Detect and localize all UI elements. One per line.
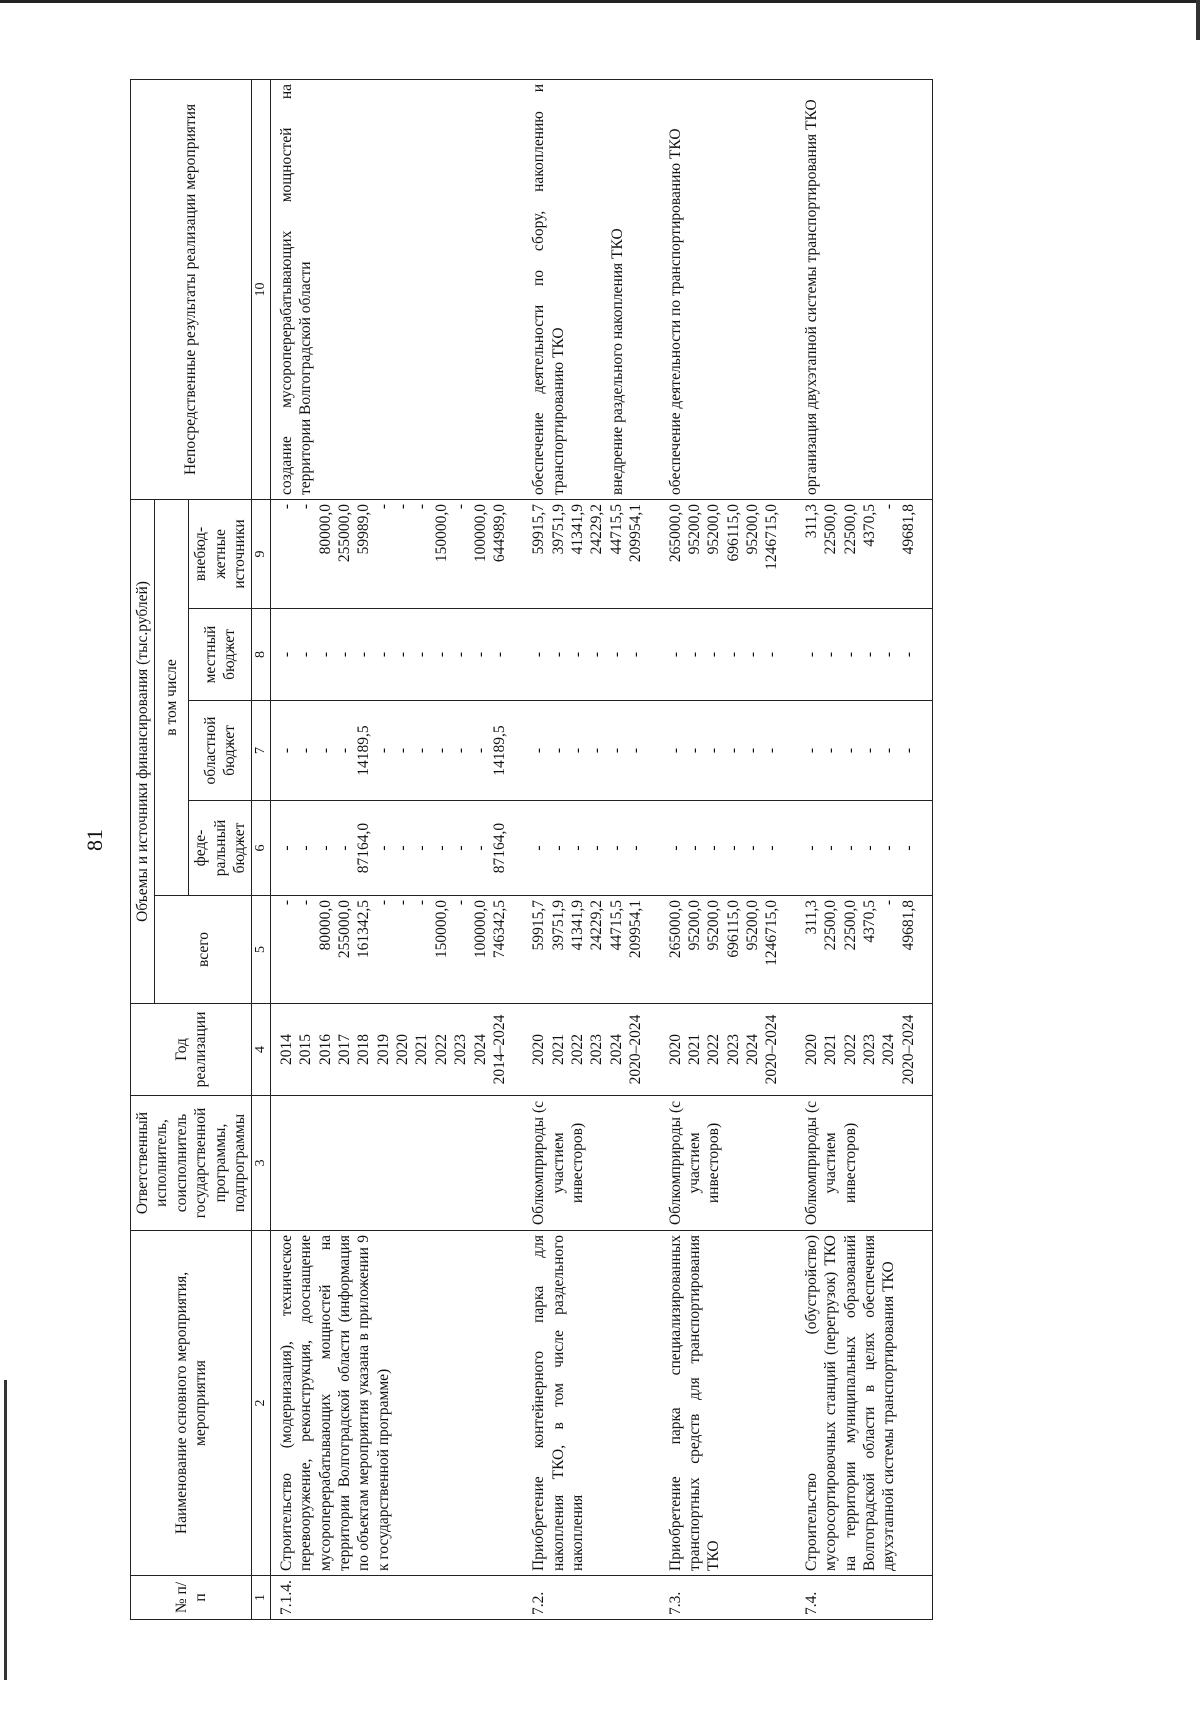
extrabudget-amounts-value: 100000,0 [471, 503, 489, 563]
local-amounts-value: - [685, 651, 703, 658]
total-amounts-value: 746342,5 [490, 900, 508, 959]
extrabudget-amounts-value: 39751,9 [549, 503, 567, 555]
total-amounts-value: 24229,2 [588, 900, 606, 951]
header-total: всего [155, 896, 252, 1004]
year-list-value: 2023 [452, 1034, 470, 1065]
local-amounts-value: - [822, 651, 840, 658]
federal-amounts-value: - [588, 845, 606, 851]
federal-amounts-value: - [413, 845, 431, 851]
year-list-value: 2020 [666, 1034, 684, 1065]
extrabudget-amounts-value: 41341,9 [569, 503, 586, 555]
year-list-value: 2023 [724, 1034, 742, 1065]
extrabudget-amounts-value: - [880, 503, 898, 510]
row-number: 7.1.4. [270, 1576, 523, 1620]
federal-amounts-value: - [724, 845, 742, 851]
year-list-value: 2017 [335, 1034, 353, 1065]
federal-amounts-value: - [277, 845, 295, 851]
local-amounts-value: - [802, 651, 820, 658]
local-amounts [523, 609, 659, 701]
total-amounts-value: 22500,0 [822, 900, 840, 951]
federal-amounts-value: - [744, 845, 761, 851]
column-number: 2 [252, 1231, 271, 1576]
local-amounts-value: - [277, 651, 295, 658]
federal-amounts-value: - [899, 845, 917, 851]
local-amounts [796, 609, 933, 701]
total-amounts-value: 49681,8 [899, 900, 917, 951]
federal-amounts-value: - [335, 845, 353, 851]
scan-edge-top [0, 0, 1200, 3]
column-number: 1 [252, 1576, 271, 1620]
column-number: 3 [252, 1096, 271, 1231]
regional-amounts-value: - [335, 747, 353, 754]
table-row [796, 79, 933, 1619]
total-amounts-value: - [880, 900, 898, 906]
total-amounts-value: - [374, 900, 392, 906]
year-list-value: 2015 [297, 1034, 315, 1065]
local-amounts-value: - [860, 651, 878, 658]
extrabudget-amounts-value: 265000,0 [666, 503, 684, 563]
regional-amounts-value: - [666, 747, 684, 754]
header-local: местный бюджет [189, 609, 252, 701]
local-amounts-value: - [432, 651, 450, 658]
result-item: обеспечение деятельности по сбору, накоплению и транспортированию ТКО [530, 83, 567, 495]
header-results: Непосредственные результаты реализации мероприятия [131, 79, 252, 499]
result-item: внедрение раздельного накопления ТКО [609, 228, 626, 495]
regional-amounts-value: - [394, 747, 411, 754]
header-financing: Объемы и источники финансирования (тыс.рублей) [131, 499, 155, 1003]
total-amounts [523, 896, 659, 1004]
total-amounts-value: - [297, 900, 315, 906]
year-list-value: 2020–2024 [763, 1014, 781, 1085]
results [796, 79, 933, 499]
extrabudget-amounts [796, 499, 933, 608]
activity-name: Приобретение парка специализированных транспортных средств для транспортирования ТКО [660, 1231, 796, 1576]
extrabudget-amounts-value: 24229,2 [588, 503, 606, 555]
year-list-value: 2024 [744, 1034, 761, 1065]
table-row [523, 79, 659, 1619]
federal-amounts [660, 801, 796, 896]
local-amounts-value: - [627, 651, 645, 658]
row-number: 7.2. [523, 1576, 659, 1620]
header-regional: областной бюджет [189, 701, 252, 801]
extrabudget-amounts-value: 4370,5 [860, 503, 878, 547]
local-amounts-value: - [471, 651, 489, 658]
extrabudget-amounts-value: 95200,0 [744, 503, 761, 555]
federal-amounts-value: - [316, 845, 334, 851]
local-amounts-value: - [355, 651, 373, 658]
regional-amounts-value: - [802, 747, 820, 754]
year-list-value: 2022 [432, 1034, 450, 1065]
local-amounts-value: - [666, 651, 684, 658]
regional-amounts [270, 701, 523, 801]
federal-amounts-value: - [763, 845, 781, 851]
responsible-executor: Облкомприроды (с участием инвесторов) [796, 1096, 933, 1231]
federal-amounts-value: - [822, 845, 840, 851]
total-amounts-value: - [394, 900, 411, 906]
results [523, 79, 659, 499]
year-list-value: 2023 [860, 1034, 878, 1065]
total-amounts-value: 4370,5 [860, 900, 878, 943]
total-amounts-value: - [277, 900, 295, 906]
local-amounts-value: - [335, 651, 353, 658]
extrabudget-amounts-value: 311,3 [802, 503, 820, 539]
header-including: в том числе [155, 499, 189, 895]
responsible-executor [270, 1096, 523, 1231]
local-amounts-value: - [841, 651, 859, 658]
federal-amounts-value: - [452, 845, 470, 851]
extrabudget-amounts [660, 499, 796, 608]
local-amounts-value: - [880, 651, 898, 658]
local-amounts-value: - [607, 651, 625, 658]
regional-amounts-value: 14189,5 [490, 725, 508, 776]
regional-amounts-value: - [374, 747, 392, 754]
federal-amounts-value: - [841, 845, 859, 851]
federal-amounts-value: - [860, 845, 878, 851]
regional-amounts-value: - [705, 747, 723, 754]
local-amounts-value: - [452, 651, 470, 658]
local-amounts-value: - [394, 651, 411, 658]
total-amounts-value: 255000,0 [335, 900, 353, 959]
federal-amounts-value: 87164,0 [490, 822, 508, 874]
federal-amounts-value: - [666, 845, 684, 851]
total-amounts-value: 1246715,0 [763, 900, 781, 966]
row-number: 7.3. [660, 1576, 796, 1620]
header-responsible: Ответственный исполнитель, соисполнитель государственной программы, подпрограммы [131, 1096, 252, 1231]
federal-amounts-value: - [569, 845, 586, 851]
regional-amounts [660, 701, 796, 801]
federal-amounts-value: - [685, 845, 703, 851]
extrabudget-amounts-value: 80000,0 [316, 503, 334, 555]
total-amounts-value: 265000,0 [666, 900, 684, 959]
regional-amounts-value: - [297, 747, 315, 754]
extrabudget-amounts-value: 59915,7 [530, 503, 548, 555]
result-item: создание мусороперерабатывающих мощностей на территории Волгоградской области [277, 83, 315, 495]
responsible-executor: Облкомприроды (с участием инвесторов) [523, 1096, 659, 1231]
scan-edge-left [4, 1380, 7, 1680]
year-list [660, 1004, 796, 1096]
regional-amounts-value: - [432, 747, 450, 754]
local-amounts-value: - [724, 651, 742, 658]
total-amounts-value: 311,3 [802, 900, 820, 935]
responsible-executor: Облкомприроды (с участием инвесторов) [660, 1096, 796, 1231]
total-amounts-value: 22500,0 [841, 900, 859, 951]
year-list-value: 2020 [394, 1034, 411, 1065]
extrabudget-amounts-value: - [413, 503, 431, 510]
local-amounts-value: - [316, 651, 334, 658]
row-number: 7.4. [796, 1576, 933, 1620]
regional-amounts-value: - [588, 747, 606, 754]
year-list-value: 2019 [374, 1034, 392, 1065]
total-amounts-value: 44715,5 [607, 900, 625, 951]
year-list-value: 2020–2024 [899, 1014, 917, 1085]
regional-amounts-value: - [880, 747, 898, 754]
activity-name: Приобретение контейнерного парка для накопления ТКО, в том числе раздельного накопления [523, 1231, 659, 1576]
local-amounts-value: - [763, 651, 781, 658]
extrabudget-amounts-value: - [452, 503, 470, 510]
extrabudget-amounts-value: 22500,0 [841, 503, 859, 555]
federal-amounts [523, 801, 659, 896]
year-list-value: 2021 [685, 1034, 703, 1065]
total-amounts [270, 896, 523, 1004]
regional-amounts-value: - [744, 747, 761, 754]
total-amounts-value: 95200,0 [705, 900, 723, 951]
federal-amounts-value: - [432, 845, 450, 851]
local-amounts-value: - [413, 651, 431, 658]
local-amounts [660, 609, 796, 701]
year-list [796, 1004, 933, 1096]
federal-amounts-value: - [607, 845, 625, 851]
year-list-value: 2024 [607, 1034, 625, 1065]
regional-amounts-value: - [471, 747, 489, 754]
year-list-value: 2023 [588, 1034, 606, 1065]
regional-amounts-value: - [899, 747, 917, 754]
financing-table [130, 79, 933, 1620]
column-number: 9 [252, 499, 271, 608]
total-amounts-value: - [452, 900, 470, 906]
regional-amounts-value: - [841, 747, 859, 754]
year-list-value: 2016 [316, 1034, 334, 1065]
total-amounts [660, 896, 796, 1004]
result-item: организация двухэтапной системы транспортирования ТКО [802, 99, 820, 495]
extrabudget-amounts-value: 696115,0 [724, 503, 742, 562]
header-number: № п/п [131, 1576, 252, 1620]
year-list-value: 2022 [705, 1034, 723, 1065]
column-number: 10 [252, 79, 271, 499]
extrabudget-amounts-value: 209954,1 [627, 503, 645, 563]
rotated-page [80, 60, 1120, 1620]
federal-amounts-value: - [627, 845, 645, 851]
year-list-value: 2021 [413, 1034, 431, 1065]
extrabudget-amounts-value: - [277, 503, 295, 510]
scan-edge-right [1196, 0, 1200, 40]
local-amounts-value: - [297, 651, 315, 658]
federal-amounts-value: - [394, 845, 411, 851]
local-amounts-value: - [569, 651, 586, 658]
extrabudget-amounts-value: 59989,0 [355, 503, 373, 555]
local-amounts-value: - [588, 651, 606, 658]
column-number: 8 [252, 609, 271, 701]
regional-amounts-value: - [607, 747, 625, 754]
results [270, 79, 523, 499]
extrabudget-amounts-value: - [394, 503, 411, 510]
year-list-value: 2020 [530, 1034, 548, 1065]
extrabudget-amounts-value: - [374, 503, 392, 510]
header-federal: феде-ральный бюджет [189, 801, 252, 896]
column-number: 5 [252, 896, 271, 1004]
year-list-value: 2022 [841, 1034, 859, 1065]
federal-amounts-value: - [880, 845, 898, 851]
column-number: 4 [252, 1004, 271, 1096]
extrabudget-amounts-value: 255000,0 [335, 503, 353, 563]
header-year: Год реализации [131, 1004, 252, 1096]
year-list-value: 2014 [277, 1034, 295, 1065]
year-list [270, 1004, 523, 1096]
extrabudget-amounts-value: 95200,0 [685, 503, 703, 555]
regional-amounts-value: - [530, 747, 548, 754]
total-amounts-value: 100000,0 [471, 900, 489, 959]
extrabudget-amounts-value: 22500,0 [822, 503, 840, 555]
total-amounts [796, 896, 933, 1004]
column-number: 6 [252, 801, 271, 896]
regional-amounts-value: - [452, 747, 470, 754]
regional-amounts-value: - [316, 747, 334, 754]
local-amounts-value: - [705, 651, 723, 658]
year-list-value: 2021 [549, 1034, 567, 1065]
regional-amounts-value: - [277, 747, 295, 754]
federal-amounts [270, 801, 523, 896]
federal-amounts-value: - [471, 845, 489, 851]
regional-amounts-value: - [569, 747, 586, 754]
federal-amounts-value: - [374, 845, 392, 851]
extrabudget-amounts-value: - [297, 503, 315, 510]
federal-amounts-value: 87164,0 [355, 822, 373, 874]
total-amounts-value: 696115,0 [724, 900, 742, 958]
year-list-value: 2024 [880, 1034, 898, 1065]
extrabudget-amounts-value: 1246715,0 [763, 503, 781, 570]
total-amounts-value: 161342,5 [355, 900, 373, 959]
extrabudget-amounts-value: 49681,8 [899, 503, 917, 555]
total-amounts-value: 41341,9 [569, 900, 586, 951]
regional-amounts-value: - [413, 747, 431, 754]
extrabudget-amounts [523, 499, 659, 608]
regional-amounts [523, 701, 659, 801]
table-row [270, 79, 523, 1619]
year-list-value: 2020 [802, 1034, 820, 1065]
extrabudget-amounts-value: 644989,0 [490, 503, 508, 563]
federal-amounts-value: - [297, 845, 315, 851]
federal-amounts-value: - [802, 845, 820, 851]
header-extrabudget: внебюд-жетные источники [189, 499, 252, 608]
regional-amounts-value: - [724, 747, 742, 754]
extrabudget-amounts-value: 44715,5 [607, 503, 625, 555]
total-amounts-value: 95200,0 [744, 900, 761, 951]
regional-amounts-value: - [627, 747, 645, 754]
total-amounts-value: 39751,9 [549, 900, 567, 951]
year-list-value: 2022 [569, 1034, 586, 1065]
regional-amounts [796, 701, 933, 801]
total-amounts-value: - [413, 900, 431, 906]
year-list-value: 2021 [822, 1034, 840, 1065]
federal-amounts-value: - [549, 845, 567, 851]
activity-name: Строительство (обустройство) мусоросортировочных станций (перегрузок) ТКО на территории муниципальных образований Волгоградской области в целях обеспечения двухэтапной системы транспортирования ТКО [796, 1231, 933, 1576]
total-amounts-value: 150000,0 [432, 900, 450, 959]
local-amounts-value: - [530, 651, 548, 658]
local-amounts-value: - [744, 651, 761, 658]
page-number: 81 [82, 829, 107, 851]
regional-amounts-value: 14189,5 [355, 725, 373, 776]
year-list-value: 2014–2024 [490, 1014, 508, 1085]
total-amounts-value: 209954,1 [627, 900, 645, 959]
local-amounts-value: - [899, 651, 917, 658]
total-amounts-value: 59915,7 [530, 900, 548, 951]
local-amounts-value: - [490, 651, 508, 658]
extrabudget-amounts [270, 499, 523, 608]
header-name: Наименование основного мероприятия, мероприятия [131, 1231, 252, 1576]
results [660, 79, 796, 499]
local-amounts-value: - [549, 651, 567, 658]
year-list [523, 1004, 659, 1096]
federal-amounts [796, 801, 933, 896]
local-amounts [270, 609, 523, 701]
year-list-value: 2020–2024 [627, 1014, 645, 1085]
year-list-value: 2024 [471, 1034, 489, 1065]
activity-name: Строительство (модернизация), техническое перевооружение, реконструкция, дооснащение мусороперерабатывающих мощностей на территории Волгоградской области (информация по объектам мероприятия указана в приложении 9 к государственной программе) [270, 1231, 523, 1576]
regional-amounts-value: - [763, 747, 781, 754]
year-list-value: 2018 [355, 1034, 373, 1065]
extrabudget-amounts-value: 150000,0 [432, 503, 450, 563]
local-amounts-value: - [374, 651, 392, 658]
column-number: 7 [252, 701, 271, 801]
federal-amounts-value: - [705, 845, 723, 851]
regional-amounts-value: - [685, 747, 703, 754]
total-amounts-value: 80000,0 [316, 900, 334, 951]
total-amounts-value: 95200,0 [685, 900, 703, 951]
extrabudget-amounts-value: 95200,0 [705, 503, 723, 555]
regional-amounts-value: - [860, 747, 878, 754]
federal-amounts-value: - [530, 845, 548, 851]
table-row [660, 79, 796, 1619]
regional-amounts-value: - [549, 747, 567, 754]
result-item: обеспечение деятельности по транспортированию ТКО [666, 128, 684, 495]
regional-amounts-value: - [822, 747, 840, 754]
